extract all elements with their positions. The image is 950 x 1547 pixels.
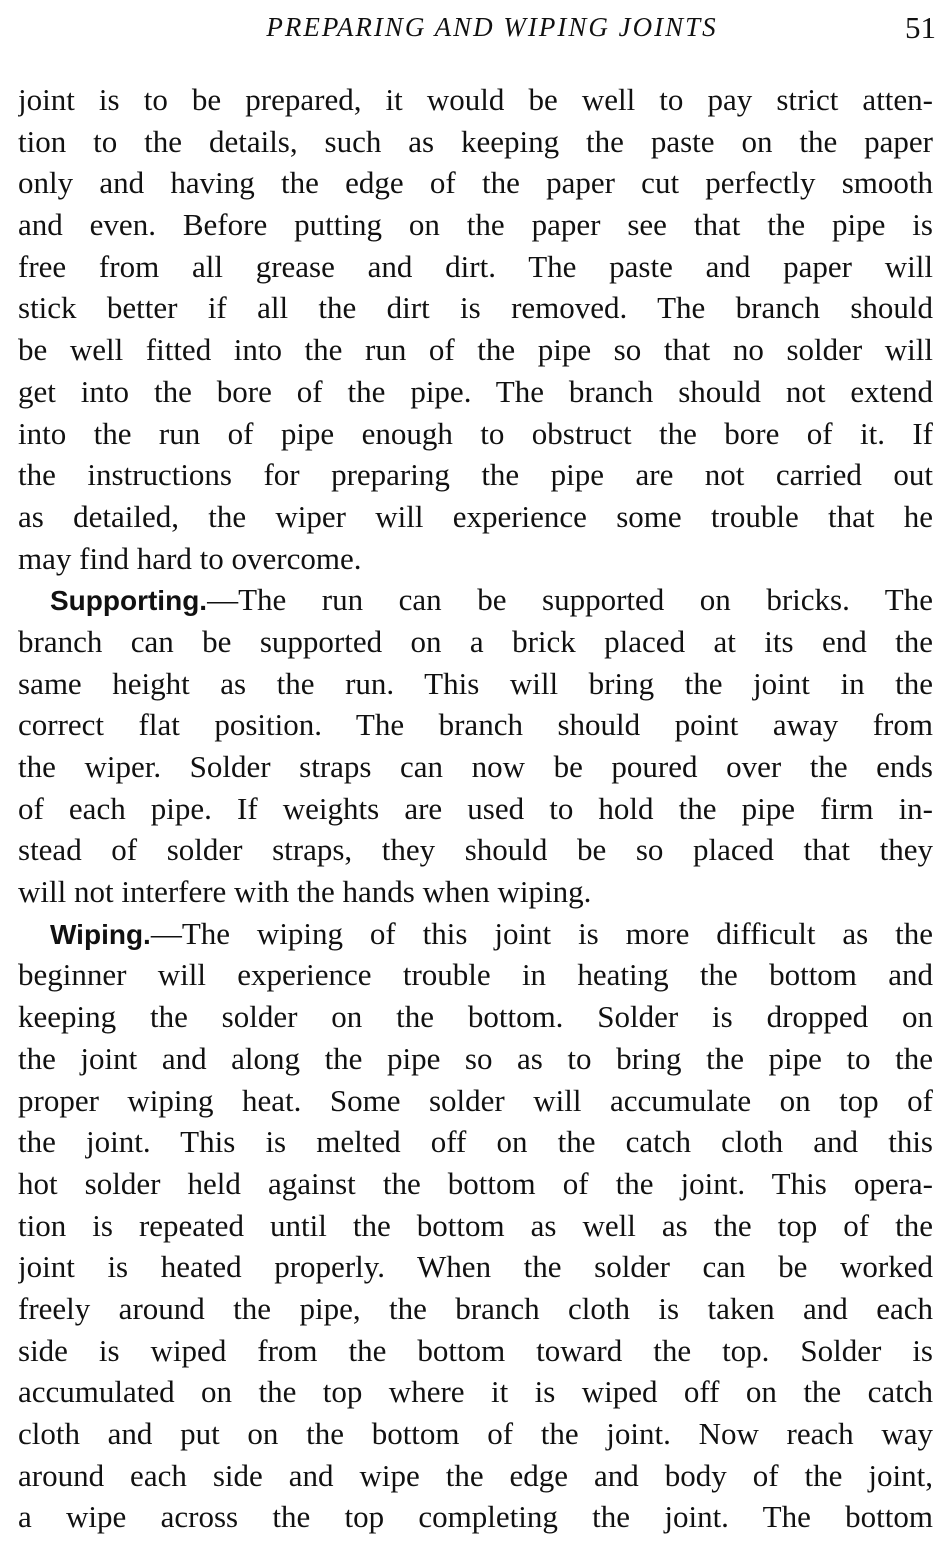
text-line: joint is heated properly. When the solder can be worked — [18, 1249, 933, 1285]
paragraph-supporting — [18, 579, 933, 913]
text-line: around each side and wipe the edge and body of the joint, — [18, 1457, 933, 1493]
text-line: a wipe across the top completing the joint. The bottom — [18, 1499, 933, 1535]
paragraph-preparing — [18, 79, 933, 579]
text-line — [18, 579, 933, 621]
text-line: the joint and along the pipe so as to bring the pipe to the — [18, 1040, 933, 1076]
section-heading-supporting: Supporting. — [50, 585, 208, 617]
text-line: be well fitted into the run of the pipe so that no solder will — [18, 332, 933, 368]
text-line: only and having the edge of the paper cut perfectly smooth — [18, 165, 933, 201]
text-line: correct flat position. The branch should point away from — [18, 707, 933, 743]
text-line: as detailed, the wiper will experience some trouble that he — [18, 498, 933, 534]
text-line: stick better if all the dirt is removed. The branch should — [18, 290, 933, 326]
text-line: side is wiped from the bottom toward the top. Solder is — [18, 1332, 933, 1368]
body-text — [18, 79, 933, 1538]
heading-line-text: —The run can be supported on bricks. The — [207, 582, 933, 618]
text-line: free from all grease and dirt. The paste and paper will — [18, 248, 933, 284]
text-line: beginner will experience trouble in heating the bottom and — [18, 957, 933, 993]
text-line: the wiper. Solder straps can now be poured over the ends — [18, 749, 933, 784]
text-line: accumulated on the top where it is wiped off on the catch — [18, 1374, 933, 1410]
text-line: tion is repeated until the bottom as well as the top of the — [18, 1207, 933, 1243]
section-heading-wiping: Wiping. — [50, 918, 151, 950]
text-line: may find hard to overcome. — [18, 540, 362, 576]
paragraph-wiping — [18, 913, 933, 1538]
running-title: PREPARING AND WIPING JOINTS — [266, 12, 718, 42]
text-line — [18, 913, 933, 955]
text-line: proper wiping heat. Some solder will accumulate on top of — [18, 1082, 933, 1118]
running-head — [18, 8, 936, 48]
text-line: of each pipe. If weights are used to hold the pipe firm in- — [18, 790, 933, 826]
text-line: and even. Before putting on the paper see that the pipe is — [18, 207, 933, 243]
text-line: stead of solder straps, they should be so placed that they — [18, 832, 933, 868]
text-line: will not interfere with the hands when wiping. — [18, 874, 592, 910]
heading-line-text: —The wiping of this joint is more difficult as the — [150, 915, 933, 951]
text-line: hot solder held against the bottom of the joint. This opera- — [18, 1165, 933, 1201]
text-line: the joint. This is melted off on the catch cloth and this — [18, 1124, 933, 1160]
text-line: branch can be supported on a brick placed at its end the — [18, 623, 933, 659]
text-line: joint is to be prepared, it would be well to pay strict atten- — [18, 82, 933, 117]
text-line: same height as the run. This will bring the joint in the — [18, 665, 933, 701]
text-line: tion to the details, such as keeping the paste on the paper — [18, 123, 933, 159]
page-number: 51 — [905, 10, 936, 45]
text-line: the instructions for preparing the pipe are not carried out — [18, 457, 933, 493]
text-line: into the run of pipe enough to obstruct the bore of it. If — [18, 415, 933, 451]
text-line: freely around the pipe, the branch cloth is taken and each — [18, 1290, 933, 1326]
text-line: cloth and put on the bottom of the joint. Now reach way — [18, 1416, 933, 1451]
text-line: get into the bore of the pipe. The branch should not extend — [18, 373, 933, 409]
text-line: keeping the solder on the bottom. Solder is dropped on — [18, 999, 933, 1035]
